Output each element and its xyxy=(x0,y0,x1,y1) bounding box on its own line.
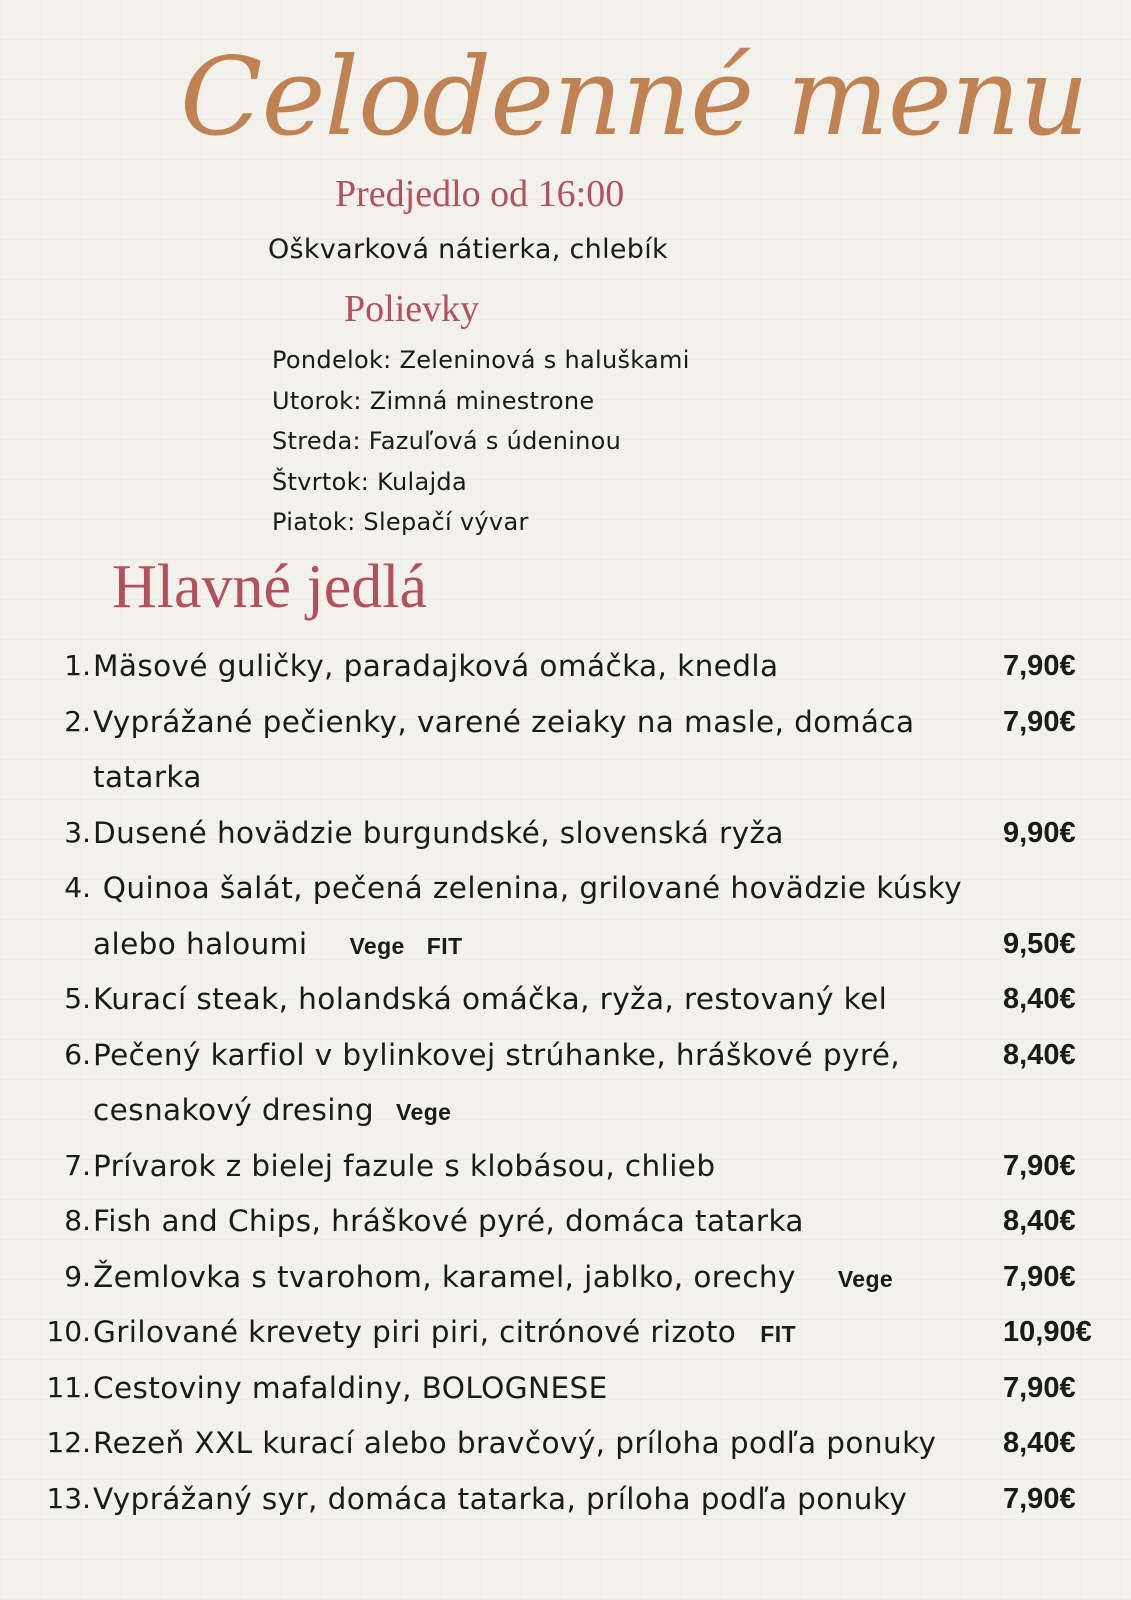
dish-number: 10. xyxy=(46,1315,91,1348)
mains-heading: Hlavné jedlá xyxy=(112,553,428,621)
dish-price: 9,50€ xyxy=(1003,927,1076,960)
dish-row xyxy=(0,640,1131,696)
soup-item-wednesday: Streda: Fazuľová s údeninou xyxy=(272,427,622,455)
soup-item-monday: Pondelok: Zeleninová s haluškami xyxy=(272,346,690,374)
dish-name: Pečený karfiol v bylinkovej strúhanke, hráškové pyré, xyxy=(93,1037,901,1072)
dish-name: Prívarok z bielej fazule s klobásou, chlieb xyxy=(93,1148,716,1183)
dish-row xyxy=(0,1195,1131,1251)
dish-price: 9,90€ xyxy=(1003,816,1076,849)
starter-item: Oškvarková nátierka, chlebík xyxy=(268,234,668,265)
dish-number: 3. xyxy=(64,815,91,849)
dish-number: 1. xyxy=(64,649,91,682)
dish-number: 9. xyxy=(64,1259,91,1293)
dish-name: Cestoviny mafaldiny, BOLOGNESE xyxy=(93,1370,608,1405)
dish-row xyxy=(0,1029,1131,1085)
fit-badge: FIT xyxy=(760,1321,796,1347)
dish-name: Mäsové guličky, paradajková omáčka, knedla xyxy=(93,649,779,683)
dish-price: 7,90€ xyxy=(1003,1149,1076,1182)
dish-number: 4. xyxy=(64,871,91,904)
dish-row xyxy=(0,1362,1131,1418)
dish-price: 8,40€ xyxy=(1003,983,1076,1015)
dish-name xyxy=(93,1306,796,1360)
dish-row xyxy=(0,1417,1131,1473)
dish-row xyxy=(0,1473,1131,1529)
dish-name: Vyprážané pečienky, varené zeiaky na masle, domáca xyxy=(93,704,915,739)
vege-badge: Vege xyxy=(396,1099,452,1125)
dish-number: 5. xyxy=(64,982,91,1015)
fit-badge: FIT xyxy=(426,932,463,959)
soup-item-thursday: Štvrtok: Kulajda xyxy=(272,467,467,496)
dish-name: Fish and Chips, hráškové pyré, domáca tatarka xyxy=(93,1204,804,1238)
dish-row-continuation xyxy=(0,751,1131,807)
dish-row xyxy=(0,1306,1131,1362)
dish-name-text: alebo haloumi xyxy=(93,926,308,961)
dish-row xyxy=(0,696,1131,752)
dish-name: Quinoa šalát, pečená zelenina, grilované hovädzie kúsky xyxy=(93,871,962,905)
dish-row xyxy=(0,1140,1131,1196)
starter-heading: Predjedlo od 16:00 xyxy=(335,173,625,215)
dish-row-continuation xyxy=(0,918,1131,974)
dish-number: 7. xyxy=(64,1148,91,1182)
soup-item-friday: Piatok: Slepačí vývar xyxy=(272,508,529,536)
dish-number: 13. xyxy=(46,1481,91,1515)
dish-number: 8. xyxy=(64,1204,91,1237)
vege-badge: Vege xyxy=(349,932,405,959)
dish-row xyxy=(0,862,1131,918)
dish-name-text: Žemlovka s tvarohom, karamel, jablko, orechy xyxy=(93,1259,796,1294)
dish-name-continuation xyxy=(93,918,462,972)
dish-name: Dusené hovädzie burgundské, slovenská ryža xyxy=(93,815,784,850)
dish-price: 7,90€ xyxy=(1003,1371,1076,1404)
dish-number: 11. xyxy=(46,1370,91,1404)
dish-name-continuation xyxy=(93,1084,451,1138)
dish-price: 7,90€ xyxy=(1003,1260,1076,1293)
soup-item-tuesday: Utorok: Zimná minestrone xyxy=(272,386,595,415)
dish-name-text: Grilované krevety piri piri, citrónové rizoto xyxy=(93,1315,737,1349)
soups-heading: Polievky xyxy=(344,288,480,330)
dish-name-text: cesnakový dresing xyxy=(93,1093,375,1127)
dish-price: 10,90€ xyxy=(1003,1316,1092,1348)
dish-number: 6. xyxy=(64,1037,91,1071)
dish-price: 7,90€ xyxy=(1003,650,1076,682)
vege-badge: Vege xyxy=(837,1265,894,1292)
dish-row xyxy=(0,1251,1131,1307)
dish-number: 12. xyxy=(46,1426,91,1459)
dish-name: Vyprážaný syr, domáca tatarka, príloha podľa ponuky xyxy=(93,1481,908,1516)
dish-number: 2. xyxy=(64,704,91,738)
dish-price: 7,90€ xyxy=(1003,1482,1076,1515)
dish-row xyxy=(0,973,1131,1029)
dish-name-continuation: tatarka xyxy=(93,760,202,794)
main-dish-list xyxy=(0,640,1131,1528)
dish-price: 8,40€ xyxy=(1003,1205,1076,1237)
dish-price: 7,90€ xyxy=(1003,705,1076,738)
dish-price: 8,40€ xyxy=(1003,1427,1076,1459)
dish-name: Kurací steak, holandská omáčka, ryža, restovaný kel xyxy=(93,982,888,1016)
menu-title: Celodenné menu xyxy=(180,35,1088,160)
dish-row xyxy=(0,807,1131,863)
dish-price: 8,40€ xyxy=(1003,1038,1076,1071)
dish-name xyxy=(93,1251,893,1305)
dish-row-continuation xyxy=(0,1084,1131,1140)
soup-list xyxy=(272,340,690,543)
dish-name: Rezeň XXL kurací alebo bravčový, príloha podľa ponuky xyxy=(93,1426,937,1460)
